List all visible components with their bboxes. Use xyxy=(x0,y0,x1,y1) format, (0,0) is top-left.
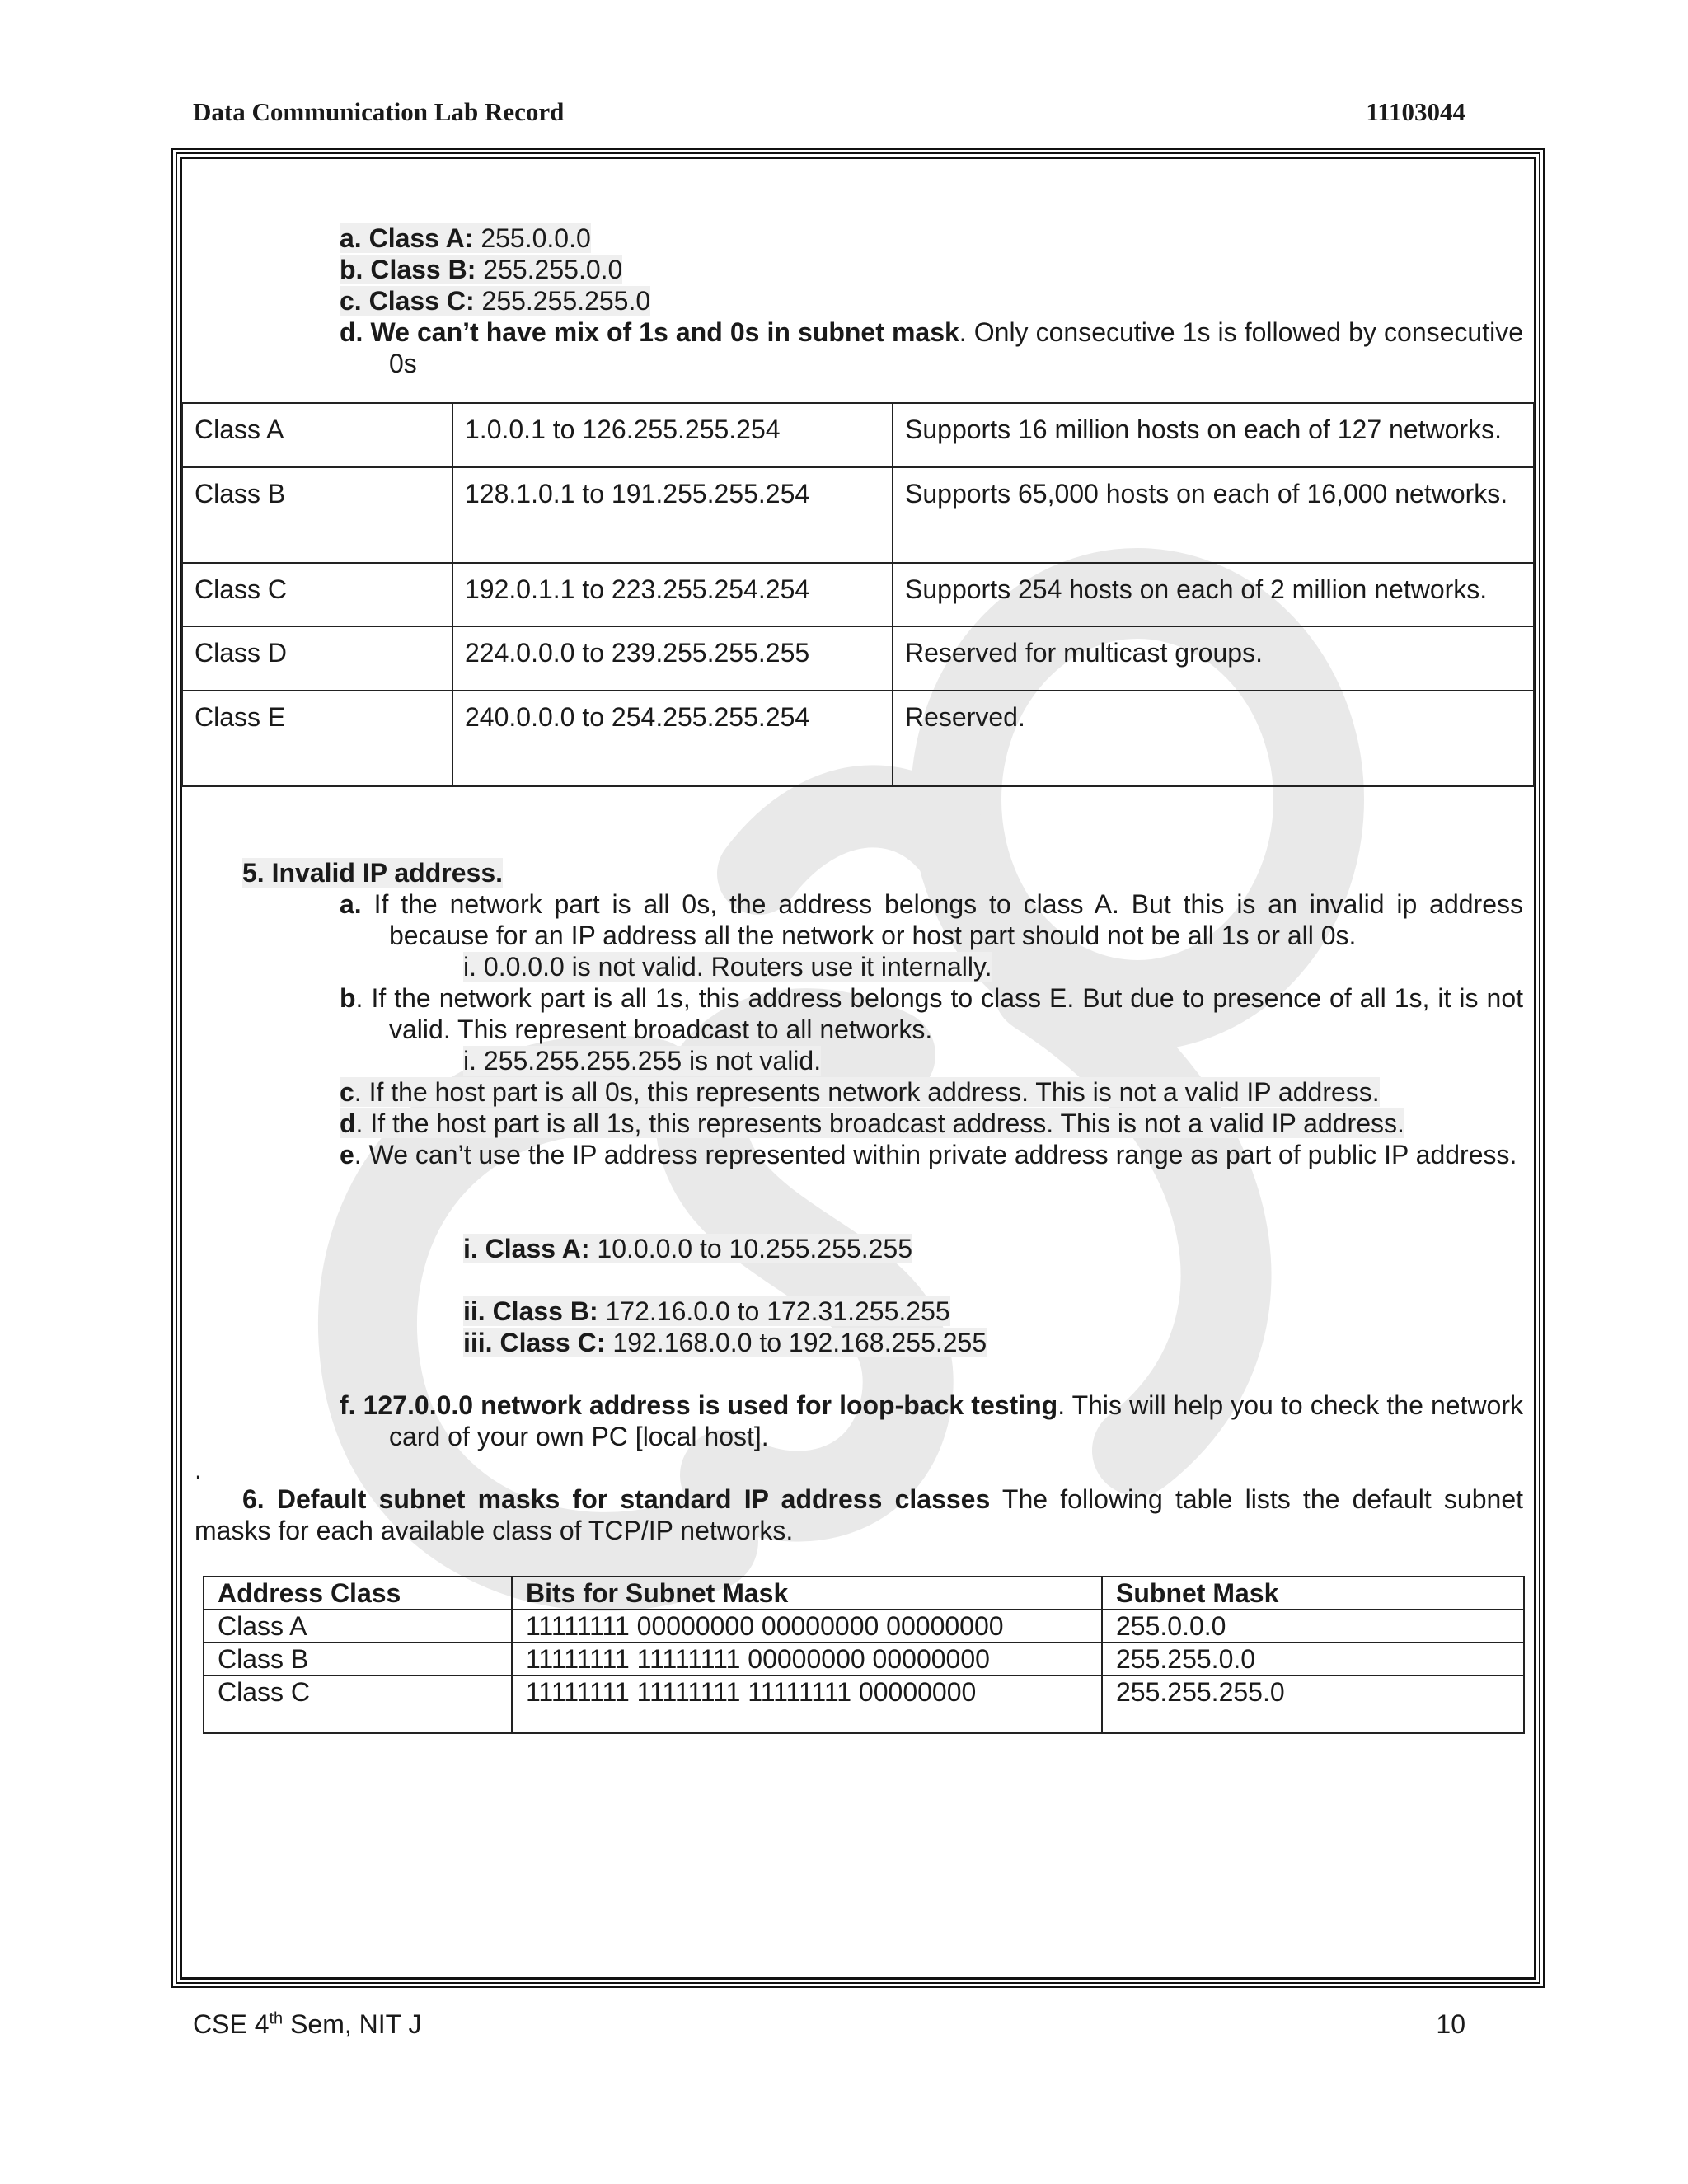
item-label: b xyxy=(340,983,356,1013)
item-label: d xyxy=(340,1108,356,1138)
table-cell: 11111111 11111111 00000000 00000000 xyxy=(512,1643,1102,1675)
section-5-title xyxy=(242,857,503,888)
invalid-item-b-sub xyxy=(463,1045,821,1076)
column-header-text: Bits for Subnet Mask xyxy=(526,1578,789,1608)
item-label: f. 127.0.0.0 network address is used for loop-back testing xyxy=(340,1390,1058,1420)
column-header-text: Subnet Mask xyxy=(1116,1578,1279,1608)
table-row xyxy=(182,563,1534,626)
desc-cell: Supports 65,000 hosts on each of 16,000 networks. xyxy=(893,467,1534,563)
desc-cell: Reserved for multicast groups. xyxy=(893,626,1534,691)
private-label: iii. Class C: xyxy=(463,1328,606,1357)
table-cell: Class A xyxy=(204,1610,512,1643)
header-roll-number: 11103044 xyxy=(1366,97,1465,126)
table-cell: Class C xyxy=(204,1675,512,1733)
item-text: . If the host part is all 0s, this represents network address. This is not a valid IP address. xyxy=(354,1077,1380,1107)
item-text: . If the network part is all 1s, this address belongs to class E. But due to presence of all 1s, it is not valid. This represent broadcast to all networks. xyxy=(355,983,1523,1044)
mask-note xyxy=(340,316,1523,379)
item-text: . We can’t use the IP address represented within private address range as part of public IP address. xyxy=(354,1140,1517,1169)
sub-item-text: i. 255.255.255.255 is not valid. xyxy=(463,1046,822,1076)
private-range-c xyxy=(463,1327,987,1358)
private-label: ii. Class B: xyxy=(463,1296,598,1326)
mask-item xyxy=(340,254,650,285)
table-header-row xyxy=(204,1577,1524,1610)
class-cell: Class C xyxy=(182,563,452,626)
sub-item-text: i. 0.0.0.0 is not valid. Routers use it internally. xyxy=(463,952,992,982)
footer-course-post: Sem, NIT J xyxy=(283,2009,422,2039)
private-value: 192.168.0.0 to 192.168.255.255 xyxy=(605,1328,987,1357)
table-row xyxy=(204,1643,1524,1675)
default-masks-list xyxy=(340,223,650,316)
mask-item-value: 255.255.255.0 xyxy=(474,286,651,316)
ip-class-table xyxy=(181,402,1535,787)
page-number: 10 xyxy=(1436,2009,1465,2039)
table-cell: 255.0.0.0 xyxy=(1102,1610,1524,1643)
mask-item xyxy=(340,285,650,316)
table-cell: 11111111 00000000 00000000 00000000 xyxy=(512,1610,1102,1643)
class-cell: Class A xyxy=(182,403,452,467)
class-cell: Class E xyxy=(182,691,452,786)
invalid-item-a xyxy=(340,888,1523,951)
mask-item-label: b. Class B: xyxy=(340,255,476,284)
class-cell: Class D xyxy=(182,626,452,691)
mask-item-value: 255.255.0.0 xyxy=(476,255,623,284)
private-label: i. Class A: xyxy=(463,1234,590,1263)
mask-item-value: 255.0.0.0 xyxy=(473,223,591,253)
table-cell: Class B xyxy=(204,1643,512,1675)
range-cell: 224.0.0.0 to 239.255.255.255 xyxy=(452,626,893,691)
table-row xyxy=(182,626,1534,691)
table-row xyxy=(182,691,1534,786)
table-row xyxy=(204,1675,1524,1733)
desc-cell: Reserved. xyxy=(893,691,1534,786)
page-footer xyxy=(193,2009,1465,2040)
section-6-heading: 6. Default subnet masks for standard IP address classes xyxy=(242,1484,991,1514)
invalid-item-d xyxy=(340,1108,1404,1139)
table-row xyxy=(182,467,1534,563)
desc-cell: Supports 254 hosts on each of 2 million networks. xyxy=(893,563,1534,626)
private-value: 172.16.0.0 to 172.31.255.255 xyxy=(598,1296,950,1326)
column-header-text: Address Class xyxy=(218,1578,401,1608)
footer-course xyxy=(193,2009,422,2040)
table-cell: 255.255.0.0 xyxy=(1102,1643,1524,1675)
range-cell: 240.0.0.0 to 254.255.255.254 xyxy=(452,691,893,786)
table-row xyxy=(182,403,1534,467)
invalid-item-a-sub xyxy=(463,951,992,982)
column-header xyxy=(204,1577,512,1610)
footer-course-pre: CSE 4 xyxy=(193,2009,270,2039)
invalid-item-c xyxy=(340,1076,1380,1108)
mask-item-label: c. Class C: xyxy=(340,286,475,316)
range-cell: 1.0.0.1 to 126.255.255.254 xyxy=(452,403,893,467)
invalid-item-e xyxy=(340,1139,1523,1170)
stray-dot: . xyxy=(195,1455,202,1484)
mask-item xyxy=(340,223,650,254)
table-cell: 11111111 11111111 11111111 00000000 xyxy=(512,1675,1102,1733)
desc-cell: Supports 16 million hosts on each of 127 networks. xyxy=(893,403,1534,467)
subnet-mask-table xyxy=(203,1576,1525,1734)
column-header xyxy=(512,1577,1102,1610)
invalid-item-f xyxy=(340,1390,1523,1452)
mask-note-label: d. We can’t have mix of 1s and 0s in subnet mask xyxy=(340,317,959,347)
item-label: e xyxy=(340,1140,354,1169)
section-5-heading: 5. Invalid IP address. xyxy=(242,858,503,888)
private-range-a xyxy=(463,1233,912,1264)
mask-note-text: . Only consecutive 1s is followed by consecutive 0s xyxy=(389,317,1524,378)
section-6-text: The following table lists the default subnet masks for each available class of TCP/IP networks. xyxy=(195,1484,1524,1545)
private-range-b xyxy=(463,1296,950,1327)
item-text: . If the host part is all 1s, this represents broadcast address. This is not a valid IP address. xyxy=(355,1108,1404,1138)
item-text: If the network part is all 0s, the address belongs to class A. But this is an invalid ip address because for an IP address all the network or host part should not be all 1s or all 0s. xyxy=(361,889,1523,950)
header-title: Data Communication Lab Record xyxy=(193,97,565,126)
class-cell: Class B xyxy=(182,467,452,563)
table-cell: 255.255.255.0 xyxy=(1102,1675,1524,1733)
item-text: . This will help you to check the network card of your own PC [local host]. xyxy=(389,1390,1524,1451)
range-cell: 128.1.0.1 to 191.255.255.254 xyxy=(452,467,893,563)
column-header xyxy=(1102,1577,1524,1610)
footer-course-sup: th xyxy=(269,2009,284,2028)
mask-item-label: a. Class A: xyxy=(340,223,474,253)
table-row xyxy=(204,1610,1524,1643)
private-value: 10.0.0.0 to 10.255.255.255 xyxy=(589,1234,912,1263)
item-label: c xyxy=(340,1077,354,1107)
section-6-paragraph xyxy=(195,1483,1523,1546)
invalid-item-b xyxy=(340,982,1523,1045)
item-label: a. xyxy=(340,889,362,919)
range-cell: 192.0.1.1 to 223.255.254.254 xyxy=(452,563,893,626)
